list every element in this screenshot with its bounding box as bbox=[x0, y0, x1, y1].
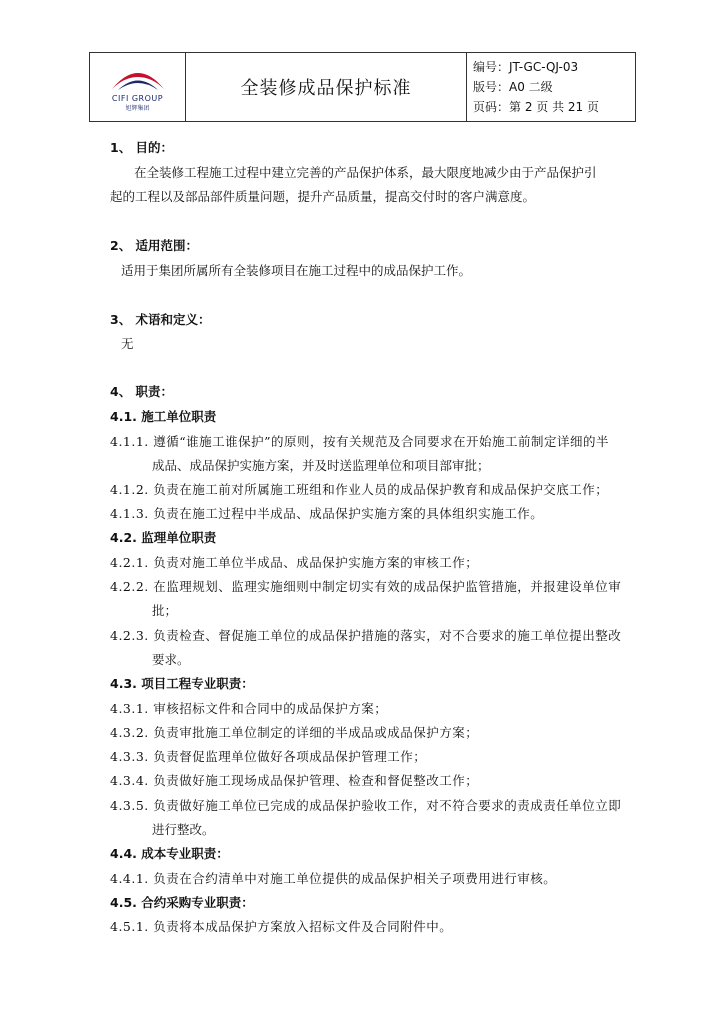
page-number: 页码：第 2 页 共 21 页 bbox=[473, 100, 599, 114]
section-2-title: 2、 适用范围： bbox=[110, 238, 199, 253]
section-1-text: 起的工程以及部品部件质量问题，提升产品质量，提高交付时的客户满意度。 bbox=[110, 189, 536, 204]
section-4-2-title: 4.2. 监理单位职责 bbox=[110, 530, 217, 545]
logo-chinese: 旭辉集团 bbox=[125, 104, 150, 112]
cifi-logo-icon bbox=[108, 63, 168, 93]
document-title: 全装修成品保护标准 bbox=[186, 53, 467, 121]
clause-text: 4.4.1. 负责在合约清单中对施工单位提供的成品保护相关子项费用进行审核。 bbox=[110, 871, 557, 886]
clause-text: 进行整改。 bbox=[152, 822, 215, 837]
clause-text: 4.3.2. 负责审批施工单位制定的详细的半成品或成品保护方案； bbox=[110, 725, 479, 740]
clause-text: 4.1.2. 负责在施工前对所属施工班组和作业人员的成品保护教育和成品保护交底工作； bbox=[110, 482, 609, 497]
clause-text: 4.1.3. 负责在施工过程中半成品、成品保护实施方案的具体组织实施工作。 bbox=[110, 506, 544, 521]
clause-text: 4.3.3. 负责督促监理单位做好各项成品保护管理工作； bbox=[110, 749, 427, 764]
section-4-3-title: 4.3. 项目工程专业职责： bbox=[110, 676, 254, 691]
clause-text: 4.2.1. 负责对施工单位半成品、成品保护实施方案的审核工作； bbox=[110, 555, 479, 570]
clause-text: 4.2.2. 在监理规划、监理实施细则中制定切实有效的成品保护监管措施，并报建设单位审 bbox=[110, 579, 622, 594]
clause-text: 4.3.4. 负责做好施工现场成品保护管理、检查和督促整改工作； bbox=[110, 773, 479, 788]
logo-english: CIFI GROUP bbox=[111, 93, 164, 103]
clause-text: 4.3.5. 负责做好施工单位已完成的成品保护验收工作，对不符合要求的责成责任单位立即 bbox=[110, 798, 622, 813]
clause-text: 4.2.3. 负责检查、督促施工单位的成品保护措施的落实，对不合要求的施工单位提出整改 bbox=[110, 628, 622, 643]
section-1-text: 在全装修工程施工过程中建立完善的产品保护体系，最大限度地减少由于产品保护引 bbox=[134, 165, 597, 180]
section-3-text: 无 bbox=[121, 336, 134, 351]
document-header bbox=[89, 52, 636, 122]
clause-text: 批； bbox=[152, 603, 178, 618]
section-2-text: 适用于集团所属所有全装修项目在施工过程中的成品保护工作。 bbox=[121, 263, 472, 278]
document-code: 编号：JT-GC-QJ-03 bbox=[473, 60, 579, 74]
clause-text: 4.5.1. 负责将本成品保护方案放入招标文件及合同附件中。 bbox=[110, 919, 453, 934]
section-3-title: 3、 术语和定义： bbox=[110, 312, 211, 327]
clause-text: 4.1.1. 遵循“谁施工谁保护”的原则，按有关规范及合同要求在开始施工前制定详细的半 bbox=[110, 434, 610, 449]
section-4-1-title: 4.1. 施工单位职责 bbox=[110, 409, 217, 424]
section-4-5-title: 4.5. 合约采购专业职责： bbox=[110, 895, 254, 910]
clause-text: 4.3.1. 审核招标文件和合同中的成品保护方案； bbox=[110, 701, 388, 716]
company-logo bbox=[90, 53, 186, 121]
section-4-4-title: 4.4. 成本专业职责： bbox=[110, 846, 229, 861]
document-version: 版号：A0 二级 bbox=[473, 80, 553, 94]
document-meta bbox=[467, 53, 635, 121]
section-4-title: 4、 职责： bbox=[110, 384, 174, 399]
section-1-title: 1、 目的： bbox=[110, 140, 174, 155]
clause-text: 成品、成品保护实施方案，并及时送监理单位和项目部审批； bbox=[152, 458, 490, 473]
clause-text: 要求。 bbox=[152, 652, 190, 667]
